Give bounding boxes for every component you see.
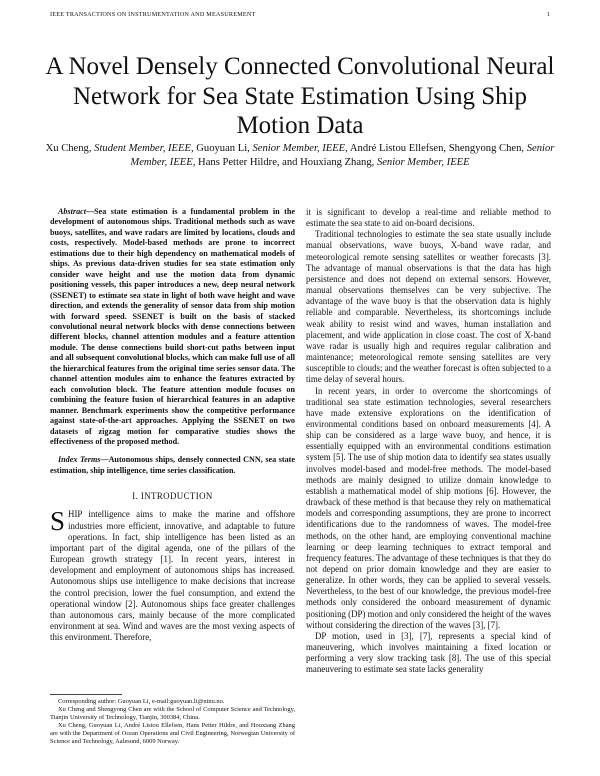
footnote: Xu Cheng and Shengyong Chen are with the School of Computer Science and Technology, Tianjin University of Technology, Tianjin, 300384, China. [50, 705, 295, 721]
drop-cap: S [50, 506, 66, 537]
author-role: Student Member, IEEE, [94, 143, 194, 154]
author-list [40, 142, 560, 169]
body-paragraph: DP motion, used in [3], [7], represents a special kind of maneuvering, which involves maintaining a fixed location or performing a very slow tracking task [8]. The use of this special maneuvering to estimate sea state lacks generality [306, 630, 551, 675]
author-name: Hans Petter Hildre, and Houxiang Zhang, [198, 156, 375, 168]
body-paragraph: Traditional technologies to estimate the sea state usually include manual observations, wave buoys, X-band wave radar, and meteorological remote sensing satellites or weather forecasts [3]. The advantage of manual observations is that the data has high persistence and does not depend on external sensors. However, manual observations themselves can be very subjective. The advantage of the wave buoy is that the observation data is highly reliable and comparable. Nevertheless, its shortcomings include weak ability to resist wind and waves, human installation and placement, and wide application in close coast. The cost of X-band wave radar is usually high and requires regular calibration and maintenance; meteorological remote sensing satellites are very susceptible to clouds; and the weather forecast is often subjected to a time delay of several hours. [306, 229, 551, 385]
abstract-lead: Abstract [58, 207, 86, 216]
abstract-text: —Sea state estimation is a fundamental problem in the development of autonomous ships. Traditional methods such as wave buoys, satellites, and wave radars are limited by locations, clouds and costs, respectively. Model-based methods are prone to incorrect estimations due to their high dependency on mathematical models of ships. As previous data-driven studies for sea state estimation only consider wave height and use the motion data from dynamic positioning vessels, this paper introduces a new, deep neural network (SSENET) to estimate sea state in light of both wave height and wave direction, and extends the generality of sensor data from ship motion with forward speed. SSENET is built on the basis of stacked convolutional neural network blocks with dense connections between different blocks, channel attention modules and a feature attention module. The dense connections build short-cut paths between input and all subsequent convolutional blocks, which can make full use of all the hierarchical features from the original time series sensor data. The channel attention modules aim to enhance the features extracted by each convolution block. The feature attention module focuses on combining the feature fusion of hierarchical features in an adaptive manner. Benchmark experiments show the competitive performance against state-of-the-art approaches. Applying the SSENET on two datasets of zigzag motion for comparative studies shows the effectiveness of the proposed method. [50, 207, 295, 446]
author-role: Senior Member, IEEE, [130, 143, 555, 168]
journal-name: IEEE TRANSACTIONS ON INSTRUMENTATION AND MEASUREMENT [50, 11, 256, 18]
index-terms [50, 455, 295, 476]
body-paragraph: it is significant to develop a real-time and reliable method to estimate the sea state to aid on-board decisions. [306, 207, 551, 229]
left-column [50, 207, 295, 643]
index-terms-text: —Autonomous ships, densely connected CNN, sea state estimation, ship intelligence, time series classification. [50, 455, 295, 475]
paper-title: A Novel Densely Connected Convolutional Neural Network for Sea State Estimation Using Ship Motion Data [45, 53, 555, 139]
section-heading: I. INTRODUCTION [132, 491, 213, 502]
intro-paragraph [50, 506, 295, 643]
footnote: Corresponding author: Guoyuan Li, e-mail:guoyuan.li@ntnu.no. [58, 698, 225, 705]
running-header [50, 11, 550, 18]
author-name: André Listou Ellefsen, Shengyong Chen, [349, 143, 525, 154]
footnote: Xu Cheng, Guoyuan Li, André Listou Ellefsen, Hans Petter Hildre, and Houxiang Zhang are with the Department of Ocean Operations and Civil Engineering, Norwegian University of Science and Technology, Aalesund, 6009 Norway. [50, 721, 295, 745]
page-number: 1 [546, 11, 550, 18]
body-paragraph: In recent years, in order to overcome the shortcomings of traditional sea state estimation technologies, several researchers have made extensive explorations on the identification of environmental conditions based on onboard measurements [4]. A ship can be considered as a large wave buoy, and hence, it is essentially equipped with an environmental conditions estimation system [5]. The use of ship motion data to identify sea states usually involves model-based and model-free methods. The model-based methods are mainly designed to utilize domain knowledge to establish a mathematical model of ship motions [6]. However, the drawback of these method is that because they rely on mathematical models and corresponding assumptions, they are prone to incorrect identifications due to the randomness of waves. The model-free methods, on the other hand, are employing conventional machine learning or deep learning techniques to extract temporal and frequency features. The advantage of these techniques is that they do not depend on prior domain knowledge and they are easier to generalize. In other words, they can be applied to several vessels. Nevertheless, to the best of our knowledge, the previous model-free methods only considered the onboard measurement of dynamic positioning (DP) motion and only considered the height of the waves without considering the direction of the waves [3], [7]. [306, 385, 552, 630]
intro-text: HIP intelligence aims to make the marine and offshore industries more efficient, innovative, and adaptable to future operations. In fact, ship intelligence has been listed as an important part of the digital agenda, one of the pillars of the European growth strategy [1]. In recent years, interest in development and employment of autonomous ships has increased. Autonomous ships use intelligence to make decisions that increase the control precision, lower the fuel consumption, and extend the operational window [2]. Autonomous ships face greater challenges than autonomous cars, mainly because of the more complicated environment at sea. Wind and waves are the most vexing aspects of this environment. Therefore, [50, 509, 295, 643]
index-terms-lead: Index Terms [58, 455, 101, 465]
abstract [50, 207, 295, 447]
author-role: Senior Member, IEEE, [252, 143, 348, 154]
footnote-rule [50, 694, 122, 695]
footnotes [50, 698, 295, 745]
right-column [306, 207, 551, 676]
author-role: Senior Member, IEEE [376, 156, 470, 168]
author-name: Xu Cheng, [45, 143, 92, 154]
author-name: Guoyuan Li, [196, 143, 250, 154]
